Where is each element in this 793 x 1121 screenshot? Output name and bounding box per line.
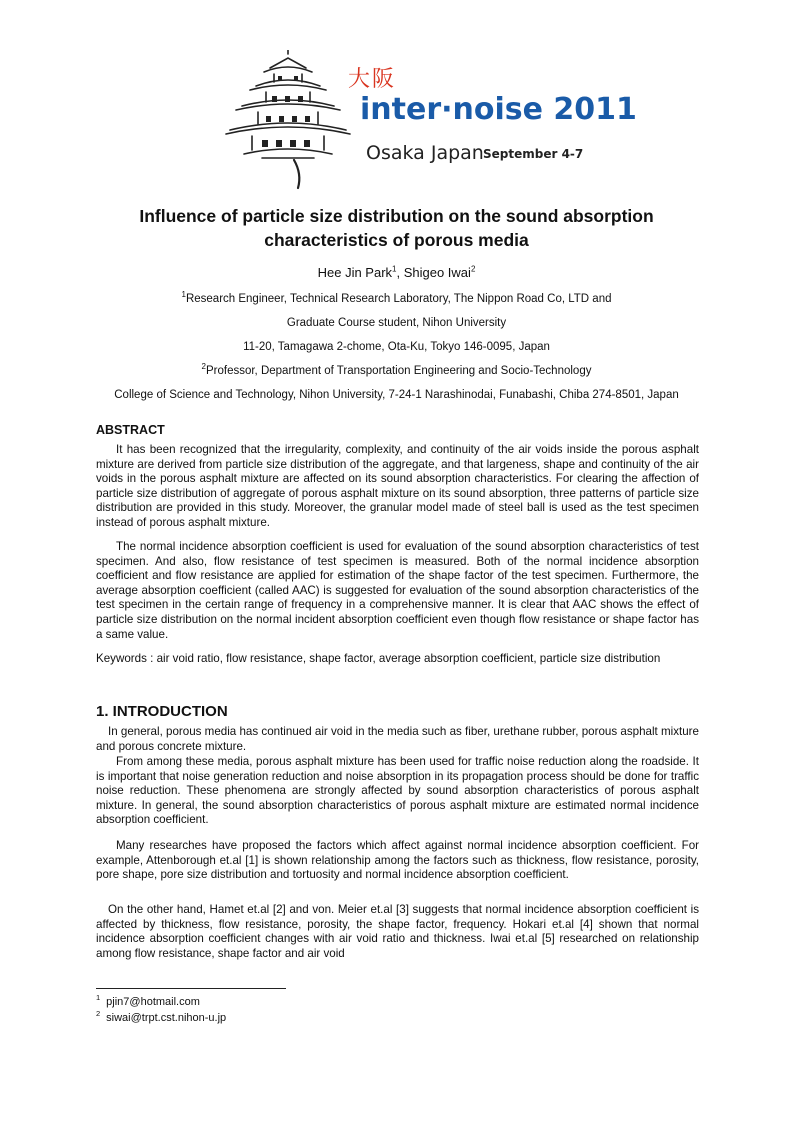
abstract-paragraph-2: The normal incidence absorption coefficient is used for evaluation of the sound absorption characteristics of test specimen. And also, flow resistance of test specimen is measured. Both of the normal incidence absorption coefficient and flow resistance are applied for estimation of the shape factor of the test specimen. Furthermore, the average absorption coefficient (called AAC) is suggested for evaluation of the sound absorption characteristics of the test specimen in the certain range of frequency in a comprehensive manner. It is clear that AAC shows the effect of particle size distribution on the normal incident absorption coefficient even though flow resistance or shape factor has a same value. bbox=[96, 540, 699, 641]
affiliation-2-line-1: $^2$Professor, Department of Transportation Engineering and Socio-Technology bbox=[201, 362, 592, 377]
affiliation-2-line-2: College of Science and Technology, Nihon University, 7-24-1 Narashinodai, Funabashi, Chiba 274-8501, Japan bbox=[114, 389, 679, 401]
footnote-1 bbox=[96, 995, 200, 1009]
conference-location: Osaka Japan bbox=[366, 142, 484, 164]
footnote-1-mark: 1 bbox=[96, 993, 101, 1003]
author-line bbox=[60, 265, 733, 280]
footnote-2 bbox=[96, 1011, 226, 1025]
affiliation-1-mark: 1 bbox=[181, 290, 186, 300]
footnote-1-email: pjin7@hotmail.com bbox=[106, 996, 200, 1008]
logo-kanji: 大阪 bbox=[348, 67, 397, 92]
author-1: Hee Jin Park bbox=[317, 265, 393, 280]
paper-title-line-2: characteristics of porous media bbox=[264, 230, 529, 250]
intro-paragraph-2: From among these media, porous asphalt mixture has been used for traffic noise reduction along the roadside. It is important that noise generation reduction and noise absorption in its propagation process should be done for traffic noise reduction. These phenomena are strongly affected by sound absorption characteristics of porous asphalt mixture. In general, the sound absorption characteristics of porous asphalt mixture are estimated normal incidence absorption coefficient. bbox=[96, 755, 699, 827]
conference-name: inter·noise 2011 bbox=[360, 92, 637, 127]
intro-paragraph-4: On the other hand, Hamet et.al [2] and von. Meier et.al [3] suggests that normal incidence absorption coefficient is affected by thickness, flow resistance, porosity, the shape factor, frequency. Hokari et.al [4] shown that normal incidence absorption coefficient changes with air void ratio and thickness. Iwai et.al [5] researched on relationship among flow resistance, shape factor and air void bbox=[96, 903, 699, 960]
affiliation-1-line-3: 11-20, Tamagawa 2-chome, Ota-Ku, Tokyo 146-0095, Japan bbox=[243, 341, 550, 353]
paper-title-line-1: Influence of particle size distribution on the sound absorption bbox=[139, 206, 654, 226]
abstract-paragraph-1: It has been recognized that the irregularity, complexity, and continuity of the air voids inside the porous asphalt mixture are derived from particle size distribution of the aggregate, and that largeness, shape and continuity of the air voids in the porous asphalt mixture are affected on its sound absorption characteristics. For clearing the affection of particle size distribution of aggregate of porous asphalt mixture on its sound absorption, three patterns of particle size distribution are provided in this study. Moreover, the granular model made of steel ball is used as the test specimen instead of porous asphalt mixture. bbox=[96, 443, 699, 529]
author-separator: , bbox=[396, 265, 404, 280]
affiliation-1-line-1: $^1$Research Engineer, Technical Research Laboratory, The Nippon Road Co, LTD and bbox=[181, 290, 612, 305]
footnote-divider bbox=[96, 988, 286, 989]
abstract-heading: ABSTRACT bbox=[96, 423, 165, 437]
keywords: Keywords : air void ratio, flow resistance, shape factor, average absorption coefficient, particle size distribution bbox=[96, 652, 661, 665]
osaka-castle-logo bbox=[222, 50, 354, 190]
conference-dates: September 4-7 bbox=[483, 147, 584, 161]
intro-paragraph-1: In general, porous media has continued air void in the media such as fiber, urethane rubber, porous asphalt mixture and porous concrete mixture. bbox=[96, 725, 699, 753]
introduction-heading: 1. INTRODUCTION bbox=[96, 703, 228, 720]
author-2-mark: 2 bbox=[470, 264, 476, 274]
footnote-2-mark: 2 bbox=[96, 1009, 101, 1019]
author-2: Shigeo Iwai bbox=[403, 265, 471, 280]
affiliation-2-mark: 2 bbox=[201, 362, 206, 372]
footnote-2-email: siwai@trpt.cst.nihon-u.jp bbox=[106, 1012, 227, 1024]
affiliation-1-line-2: Graduate Course student, Nihon University bbox=[286, 317, 507, 329]
author-1-mark: 1 bbox=[392, 264, 397, 274]
intro-paragraph-3: Many researches have proposed the factors which affect against normal incidence absorption coefficient. For example, Attenborough et.al [1] is shown relationship among the factors such as thickness, flow resistance, porosity, pore shape, pore size distribution and tortuosity and normal incidence absorption coefficient. bbox=[96, 839, 699, 882]
